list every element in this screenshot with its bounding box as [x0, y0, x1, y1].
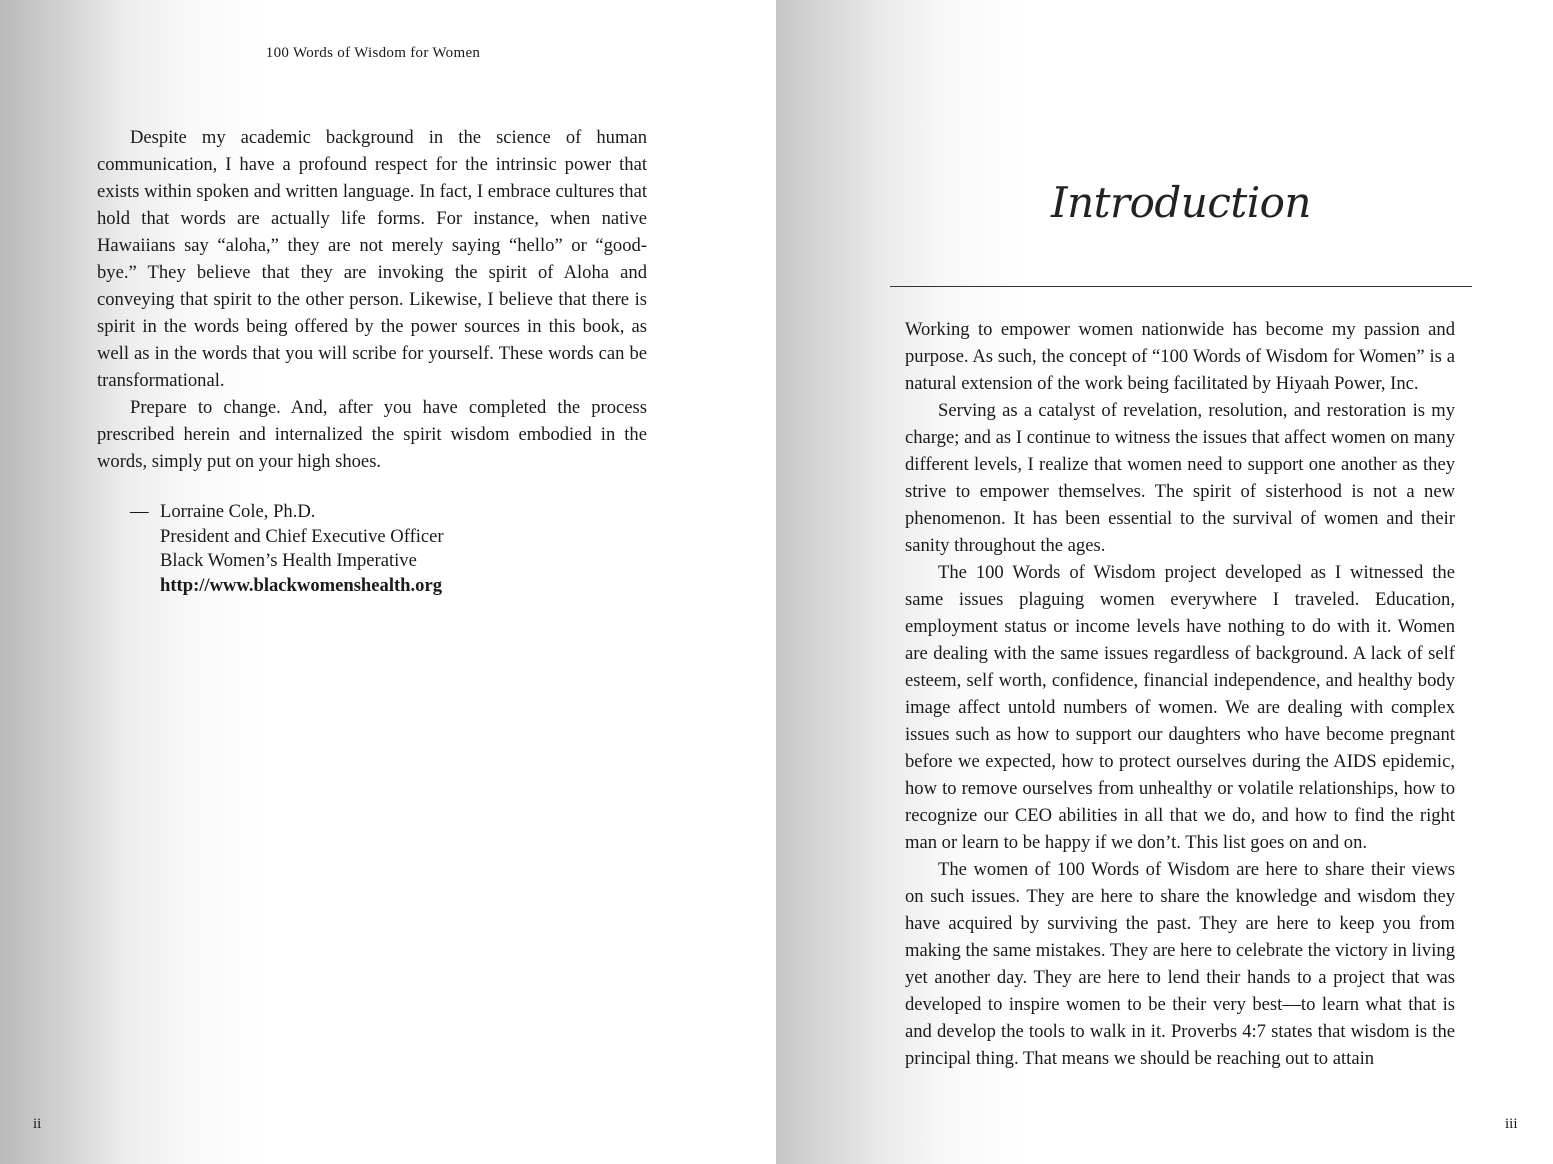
chapter-title: Introduction	[1051, 178, 1311, 227]
signature-dash: —	[130, 501, 149, 522]
paragraph: The women of 100 Words of Wisdom are here to share their views on such issues. They are here to share the knowledge and wisdom they have acquired by surviving the past. They are here to keep you from making the same mistakes. They are here to celebrate the victory in living yet another day. They are here to lend their hands to a project that was developed to inspire women to be their very best—to learn what that is and develop the tools to walk in it. Proverbs 4:7 states that wisdom is the principal thing. That means we should be reaching out to attain	[905, 859, 1455, 1069]
title-rule	[890, 286, 1472, 287]
left-body-text	[97, 124, 647, 475]
signature-title: President and Chief Executive Officer	[160, 525, 444, 547]
paragraph: Prepare to change. And, after you have completed the process prescribed herein and internalized the spirit wisdom embodied in the words, simply put on your high shoes.	[97, 397, 647, 472]
paragraph: Despite my academic background in the science of human communication, I have a profound respect for the intrinsic power that exists within spoken and written language. In fact, I embrace cultures that hold that words are actually life forms. For instance, when native Hawaiians say “aloha,” they are not merely saying “hello” or “good-bye.” They believe that they are invoking the spirit of Aloha and conveying that spirit to the other person. Likewise, I believe that there is spirit in the words being offered by the power sources in this book, as well as in the words that you will scribe for yourself. These words can be transformational.	[97, 127, 647, 391]
page-number-right: iii	[1505, 1116, 1518, 1132]
right-body-text	[905, 316, 1455, 1072]
paragraph: The 100 Words of Wisdom project developed as I witnessed the same issues plaguing women everywhere I traveled. Education, employment status or income levels have nothing to do with it. Women are dealing with the same issues regardless of background. A lack of self esteem, self worth, confidence, financial independence, and healthy body image affect untold numbers of women. We are dealing with complex issues such as how to support our daughters who have become pregnant before we expected, how to protect ourselves during the AIDS epidemic, how to remove ourselves from unhealthy or volatile relationships, how to recognize our CEO abilities in all that we do, and how to find the right man or learn to be happy if we don’t. This list goes on and on.	[905, 562, 1455, 853]
signature-block	[130, 500, 444, 598]
signature-url: http://www.blackwomenshealth.org	[160, 574, 443, 596]
page-number-left: ii	[33, 1116, 42, 1132]
paragraph: Serving as a catalyst of revelation, resolution, and restoration is my charge; and as I continue to witness the issues that affect women on many different levels, I realize that women need to support one another as they strive to empower themselves. The spirit of sisterhood is not a new phenomenon. It has been essential to the survival of women and their sanity throughout the ages.	[905, 400, 1455, 556]
signature-name: Lorraine Cole, Ph.D.	[160, 501, 316, 522]
signature-organization: Black Women’s Health Imperative	[160, 550, 417, 571]
left-page	[0, 0, 776, 1164]
right-page	[776, 0, 1553, 1164]
running-head: 100 Words of Wisdom for Women	[265, 45, 481, 61]
paragraph: Working to empower women nationwide has become my passion and purpose. As such, the concept of “100 Words of Wisdom for Women” is a natural extension of the work being facilitated by Hiyaah Power, Inc.	[905, 319, 1455, 394]
